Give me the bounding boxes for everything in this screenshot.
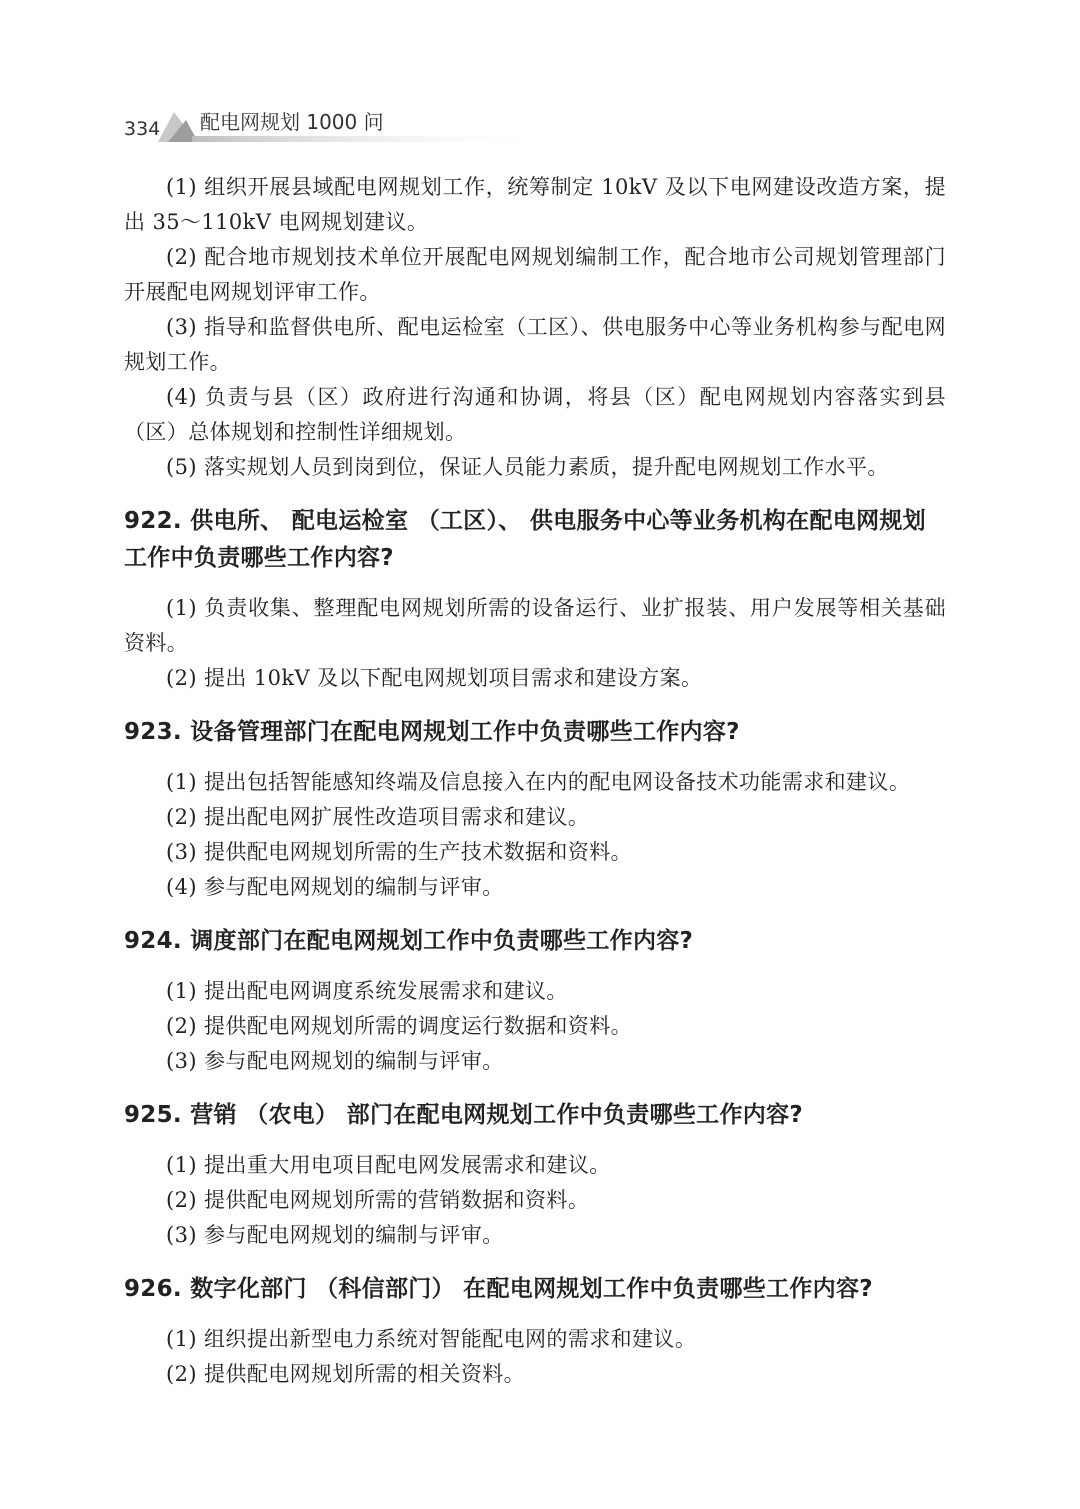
answer-item: (1) 组织提出新型电力系统对智能配电网的需求和建议。 <box>166 1327 697 1351</box>
section-926 <box>124 1271 946 1392</box>
answer-item: (1) 提出配电网调度系统发展需求和建议。 <box>166 979 568 1003</box>
intro-item: (4) 负责与县（区）政府进行沟通和协调，将县（区）配电网规划内容落实到县（区）总体规划和控制性详细规划。 <box>124 385 946 444</box>
question-heading: 923. 设备管理部门在配电网规划工作中负责哪些工作内容? <box>124 719 740 745</box>
intro-item: (3) 指导和监督供电所、配电运检室（工区）、供电服务中心等业务机构参与配电网规划工作。 <box>124 315 946 374</box>
section-924 <box>124 923 946 1079</box>
question-heading: 926. 数字化部门 （科信部门） 在配电网规划工作中负责哪些工作内容? <box>124 1276 873 1302</box>
answer-item: (2) 提出配电网扩展性改造项目需求和建议。 <box>166 805 590 829</box>
answer-item: (2) 提供配电网规划所需的调度运行数据和资料。 <box>166 1014 633 1038</box>
answer-item: (4) 参与配电网规划的编制与评审。 <box>166 875 504 899</box>
answer-item: (2) 提供配电网规划所需的营销数据和资料。 <box>166 1188 590 1212</box>
question-heading: 922. 供电所、 配电运检室 （工区）、 供电服务中心等业务机构在配电网规划工作中负责哪些工作内容? <box>124 508 926 571</box>
page-number: 334 <box>124 118 161 140</box>
page-header <box>0 96 1080 146</box>
answer-item: (3) 提供配电网规划所需的生产技术数据和资料。 <box>166 840 633 864</box>
answer-item: (1) 提出重大用电项目配电网发展需求和建议。 <box>166 1153 611 1177</box>
question-heading: 925. 营销 （农电） 部门在配电网规划工作中负责哪些工作内容? <box>124 1102 804 1128</box>
intro-item: (2) 配合地市规划技术单位开展配电网规划编制工作，配合地市公司规划管理部门开展配电网规划评审工作。 <box>124 245 946 304</box>
answer-item: (3) 参与配电网规划的编制与评审。 <box>166 1049 504 1073</box>
question-heading: 924. 调度部门在配电网规划工作中负责哪些工作内容? <box>124 928 694 954</box>
page-body <box>124 170 946 1392</box>
section-923 <box>124 714 946 905</box>
section-922 <box>124 503 946 696</box>
intro-item: (1) 组织开展县域配电网规划工作，统筹制定 10kV 及以下电网建设改造方案，提出 35～110kV 电网规划建议。 <box>124 175 946 234</box>
answer-item: (2) 提供配电网规划所需的相关资料。 <box>166 1362 526 1386</box>
answer-item: (1) 提出包括智能感知终端及信息接入在内的配电网设备技术功能需求和建议。 <box>166 770 911 794</box>
answer-item: (3) 参与配电网规划的编制与评审。 <box>166 1223 504 1247</box>
answer-item: (2) 提出 10kV 及以下配电网规划项目需求和建设方案。 <box>166 666 703 690</box>
book-title: 配电网规划 1000 问 <box>200 110 384 134</box>
answer-item: (1) 负责收集、整理配电网规划所需的设备运行、业扩报装、用户发展等相关基础资料。 <box>124 596 946 655</box>
section-925 <box>124 1097 946 1253</box>
intro-item: (5) 落实规划人员到岗到位，保证人员能力素质，提升配电网规划工作水平。 <box>166 455 889 479</box>
